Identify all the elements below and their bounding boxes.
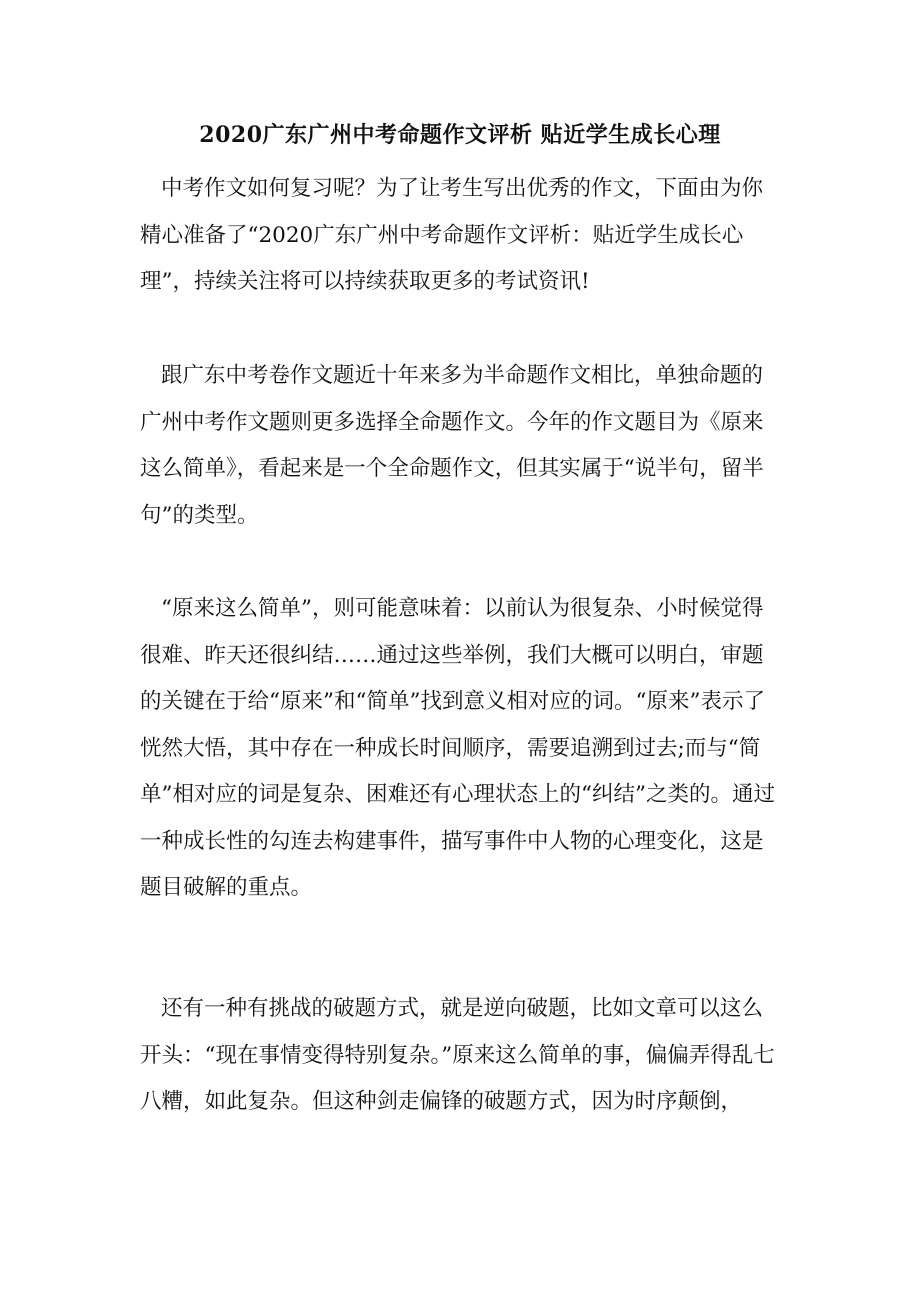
document-title: 2020广东广州中考命题作文评析 贴近学生成长心理 bbox=[199, 122, 721, 148]
paragraph-topic: 跟广东中考卷作文题近十年来多为半命题作文相比，单独命题的广州中考作文题则更多选择全命题作文。今年的作文题目为《原来这么简单》，看起来是一个全命题作文，但其实属于“说半句，留半句”的类型。 bbox=[140, 363, 764, 528]
paragraph-intro: 中考作文如何复习呢？为了让考生写出优秀的作文，下面由为你精心准备了“2020广东广州中考命题作文评析：贴近学生成长心理”，持续关注将可以持续获取更多的考试资讯! bbox=[140, 176, 764, 294]
paragraph-reverse-approach: 还有一种有挑战的破题方式，就是逆向破题，比如文章可以这么开头：“现在事情变得特别复杂。”原来这么简单的事，偏偏弄得乱七八糟，如此复杂。但这种剑走偏锋的破题方式，因为时序颠倒， bbox=[140, 996, 775, 1114]
paragraph-analysis: “原来这么简单”，则可能意味着：以前认为很复杂、小时候觉得很难、昨天还很纠结……通过这些举例，我们大概可以明白，审题的关键在于给“原来”和“简单”找到意义相对应的词。“原来”表示了恍然大悟，其中存在一种成长时间顺序，需要追溯到过去;而与“简单”相对应的词是复杂、困难还有心理状态上的“纠结”之类的。通过一种成长性的勾连去构建事件，描写事件中人物的心理变化，这是题目破解的重点。 bbox=[140, 596, 775, 900]
